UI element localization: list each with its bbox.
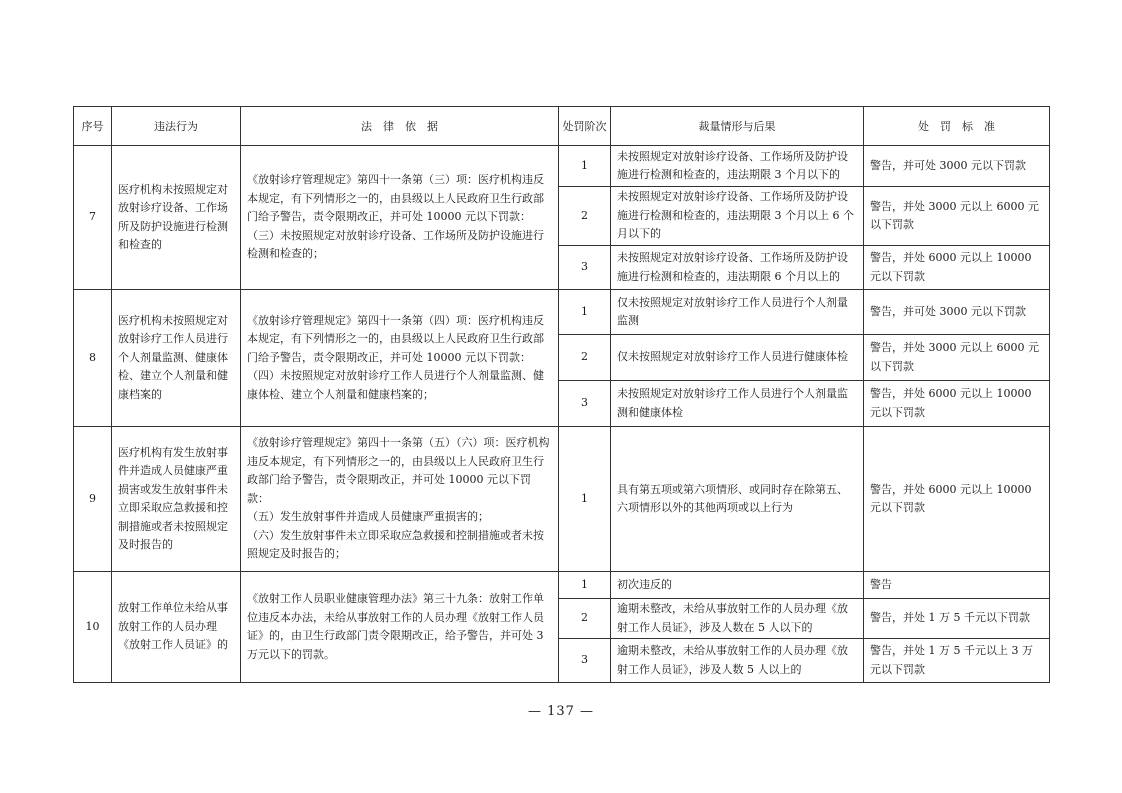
situation-cell: 未按照规定对放射诊疗设备、工作场所及防护设施进行检测和检查的，违法期限 6 个月以上的 (611, 246, 864, 290)
legal-basis-paragraph: 《放射诊疗管理规定》第四十一条第（四）项：医疗机构违反本规定，有下列情形之一的，由县级以上人民政府卫生行政部门给予警告，责令限期改正，并可处 10000 元以下罚款： (247, 313, 544, 364)
penalty-level: 3 (559, 639, 611, 683)
penalty-standard-cell: 警告，并处 3000 元以上 6000 元以下罚款 (864, 335, 1050, 381)
penalty-level: 2 (559, 335, 611, 381)
page-number: — 137 — (527, 704, 595, 719)
penalty-standard-cell: 警告，并处 1 万 5 千元以下罚款 (864, 599, 1050, 639)
violation-cell: 放射工作单位未给从事放射工作的人员办理《放射工作人员证》的 (112, 572, 241, 683)
violation-cell: 医疗机构未按照规定对放射诊疗工作人员进行个人剂量监测、健康体检、建立个人剂量和健康档案的 (112, 290, 241, 427)
header-row (74, 107, 1050, 146)
penalty-discretion-table (73, 106, 1050, 683)
penalty-level: 2 (559, 599, 611, 639)
legal-basis-cell (241, 427, 559, 572)
penalty-standard-cell: 警告，并处 6000 元以上 10000 元以下罚款 (864, 246, 1050, 290)
legal-basis-cell (241, 290, 559, 427)
table-row (74, 146, 1050, 187)
header-situation: 裁量情形与后果 (611, 107, 864, 146)
header-act: 违法行为 (112, 107, 241, 146)
penalty-level: 3 (559, 246, 611, 290)
legal-basis-paragraph: 《放射诊疗管理规定》第四十一条第（五）（六）项：医疗机构违反本规定，有下列情形之一的，由县级以上人民政府卫生行政部门给予警告，责令限期改正，并可处 10000 元以下罚款： (247, 436, 550, 505)
legal-basis-paragraph: （五）发生放射事件并造成人员健康严重损害的； (247, 510, 489, 524)
penalty-standard-cell: 警告，并可处 3000 元以下罚款 (864, 146, 1050, 187)
penalty-standard-cell: 警告，并处 6000 元以上 10000 元以下罚款 (864, 381, 1050, 427)
violation-cell: 医疗机构未按照规定对放射诊疗设备、工作场所及防护设施进行检测和检查的 (112, 146, 241, 290)
legal-basis-cell (241, 146, 559, 290)
penalty-standard-cell: 警告，并处 6000 元以上 10000 元以下罚款 (864, 427, 1050, 572)
situation-cell: 逾期未整改，未给从事放射工作的人员办理《放射工作人员证》，涉及人数在 5 人以下的 (611, 599, 864, 639)
row-number: 10 (74, 572, 112, 683)
penalty-standard-cell: 警告，并可处 3000 元以下罚款 (864, 290, 1050, 335)
penalty-standard-cell: 警告，并处 1 万 5 千元以上 3 万元以下罚款 (864, 639, 1050, 683)
violation-cell: 医疗机构有发生放射事件并造成人员健康严重损害或发生放射事件未立即采取应急救援和控制措施或者未按照规定及时报告的 (112, 427, 241, 572)
legal-basis-paragraph: （四）未按照规定对放射诊疗工作人员进行个人剂量监测、健康体检、建立个人剂量和健康档案的； (247, 369, 544, 401)
situation-cell: 未按照规定对放射诊疗设备、工作场所及防护设施进行检测和检查的，违法期限 3 个月以上 6 个月以下的 (611, 187, 864, 246)
situation-cell: 未按照规定对放射诊疗工作人员进行个人剂量监测和健康体检 (611, 381, 864, 427)
header-no: 序号 (74, 107, 112, 146)
legal-basis-paragraph: 《放射工作人员职业健康管理办法》第三十九条：放射工作单位违反本办法，未给从事放射工作的人员办理《放射工作人员证》的，由卫生行政部门责令限期改正，给予警告，并可处 3 万元以下的罚款。 (247, 592, 544, 661)
penalty-level: 1 (559, 146, 611, 187)
situation-cell: 初次违反的 (611, 572, 864, 599)
penalty-standard-cell: 警告 (864, 572, 1050, 599)
situation-cell: 具有第五项或第六项情形、或同时存在除第五、六项情形以外的其他两项或以上行为 (611, 427, 864, 572)
situation-cell: 未按照规定对放射诊疗设备、工作场所及防护设施进行检测和检查的，违法期限 3 个月以下的 (611, 146, 864, 187)
row-number: 9 (74, 427, 112, 572)
penalty-level: 1 (559, 290, 611, 335)
penalty-standard-cell: 警告，并处 3000 元以上 6000 元以下罚款 (864, 187, 1050, 246)
legal-basis-paragraph: 《放射诊疗管理规定》第四十一条第（三）项：医疗机构违反本规定，有下列情形之一的，由县级以上人民政府卫生行政部门给予警告，责令限期改正，并可处 10000 元以下罚款： (247, 173, 544, 224)
table-row (74, 427, 1050, 572)
table-row (74, 290, 1050, 335)
legal-basis-paragraph: （六）发生放射事件未立即采取应急救援和控制措施或者未按照规定及时报告的； (247, 528, 544, 561)
header-law: 法 律 依 据 (241, 107, 559, 146)
legal-basis-paragraph: （三）未按照规定对放射诊疗设备、工作场所及防护设施进行检测和检查的； (247, 228, 544, 261)
row-number: 7 (74, 146, 112, 290)
table-row (74, 572, 1050, 599)
penalty-level: 1 (559, 572, 611, 599)
penalty-level: 2 (559, 187, 611, 246)
situation-cell: 仅未按照规定对放射诊疗工作人员进行健康体检 (611, 335, 864, 381)
legal-basis-cell (241, 572, 559, 683)
header-standard: 处 罚 标 准 (864, 107, 1050, 146)
penalty-level: 3 (559, 381, 611, 427)
header-level: 处罚阶次 (559, 107, 611, 146)
situation-cell: 仅未按照规定对放射诊疗工作人员进行个人剂量监测 (611, 290, 864, 335)
penalty-level: 1 (559, 427, 611, 572)
row-number: 8 (74, 290, 112, 427)
situation-cell: 逾期未整改，未给从事放射工作的人员办理《放射工作人员证》，涉及人数 5 人以上的 (611, 639, 864, 683)
